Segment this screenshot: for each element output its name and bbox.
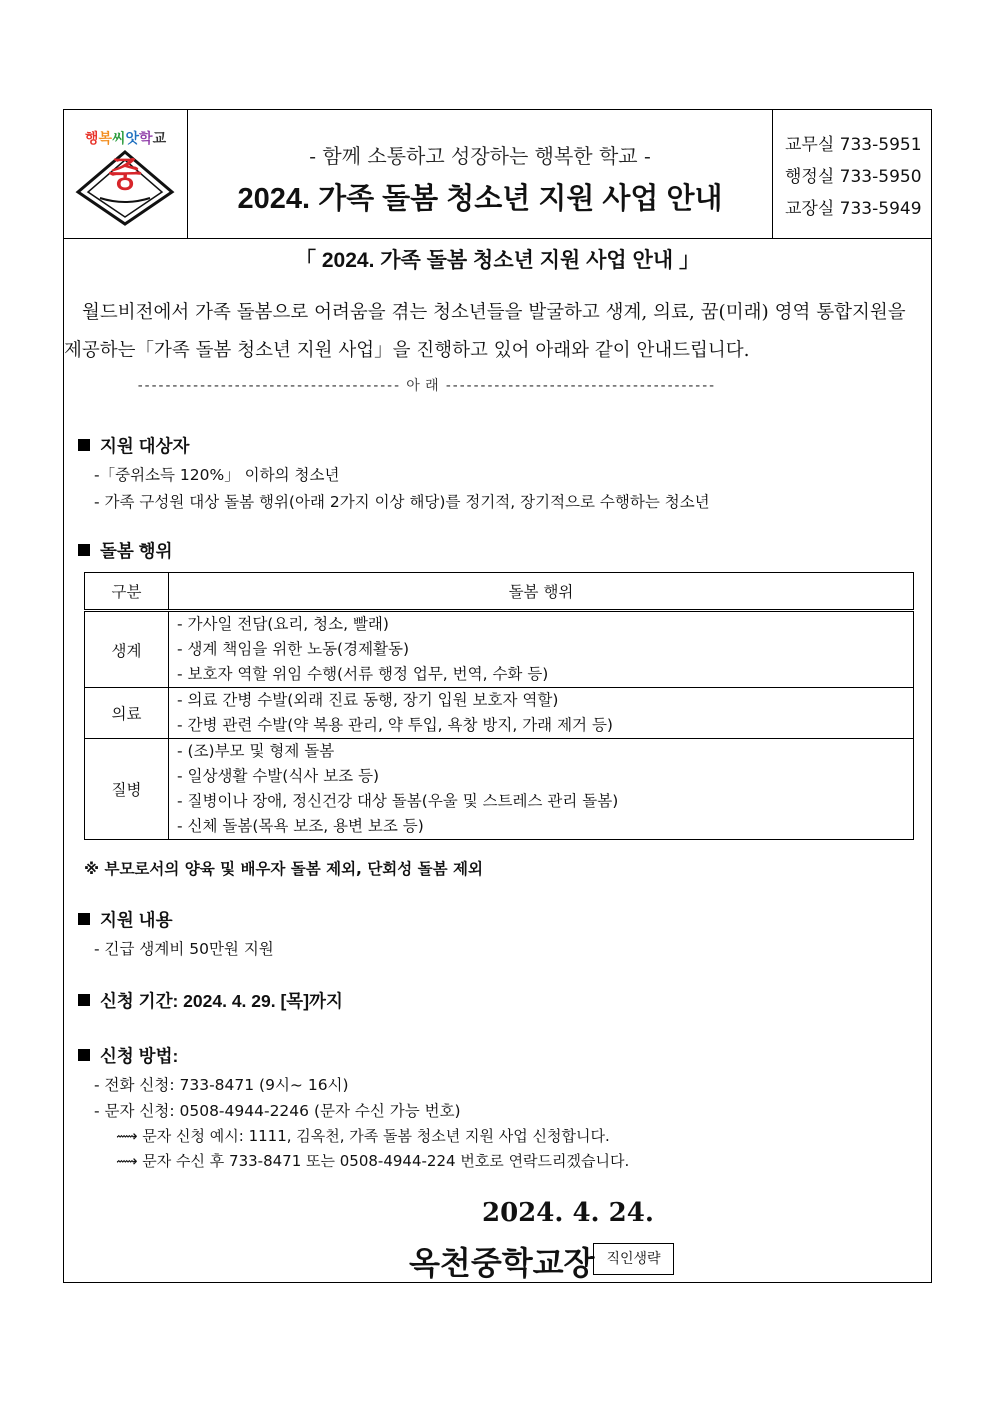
logo-caption-char: 행	[84, 131, 99, 147]
list-item: - 긴급 생계비 50만원 지원	[94, 940, 274, 958]
logo-caption-char: 학	[139, 131, 153, 147]
contact-admin: 행정실 733-5950	[785, 167, 922, 187]
section-heading-period: 신청 기간: 2024. 4. 29. [목]까지	[78, 988, 343, 1013]
list-subitem: ⟿ 문자 신청 예시: 1111, 김옥천, 가족 돌봄 청소년 지원 사업 신청합니다.	[116, 1127, 610, 1145]
logo-caption-char: 교	[152, 131, 167, 147]
care-table	[84, 572, 914, 840]
list-subitem: ⟿ 문자 수신 후 733-8471 또는 0508-4944-224 번호로 연락드리겠습니다.	[116, 1152, 630, 1170]
act-item: - 의료 간병 수발(외래 진료 동행, 장기 입원 보호자 역할)	[177, 691, 559, 709]
table-cell-acts	[169, 739, 914, 840]
table-header-row	[85, 573, 914, 611]
contact-office: 교무실 733-5951	[785, 135, 922, 155]
table-row	[85, 611, 914, 688]
section-heading-care: 돌봄 행위	[78, 538, 172, 563]
section-heading-method: 신청 방법:	[78, 1043, 178, 1068]
logo-caption	[64, 128, 187, 148]
school-slogan: - 함께 소통하고 성장하는 행복한 학교 -	[309, 144, 651, 168]
act-item: - 생계 책임을 위한 노동(경제활동)	[177, 640, 410, 658]
act-item: - 보호자 역할 위임 수행(서류 행정 업무, 번역, 수화 등)	[177, 665, 549, 683]
page-title: 2024. 가족 돌봄 청소년 지원 사업 안내	[237, 183, 723, 215]
table-cell-acts	[169, 688, 914, 739]
table-row	[85, 739, 914, 840]
contact-principal: 교장실 733-5949	[785, 199, 922, 219]
square-bullet-icon	[78, 913, 90, 925]
logo-caption-char: 앗	[125, 131, 140, 147]
square-bullet-icon	[78, 994, 90, 1006]
notice-subtitle: 「 2024. 가족 돌봄 청소년 지원 사업 안내 」	[295, 249, 700, 272]
logo-caption-char: 복	[98, 131, 112, 147]
table-cell-category: 질병	[85, 739, 169, 840]
title-block	[188, 110, 773, 238]
section-heading-support: 지원 내용	[78, 907, 172, 932]
act-item: - (조)부모 및 형제 돌봄	[177, 742, 335, 760]
intro-paragraph	[64, 294, 931, 370]
school-logo	[64, 110, 188, 238]
table-cell-acts	[169, 611, 914, 688]
table-cell-category: 생계	[85, 611, 169, 688]
act-item: - 간병 관련 수발(약 복용 관리, 약 투입, 욕창 방지, 가래 제거 등)	[177, 716, 613, 734]
section-heading-target: 지원 대상자	[78, 433, 189, 458]
table-header: 돌봄 행위	[169, 573, 914, 611]
intro-line: 월드비전에서 가족 돌봄으로 어려움을 겪는 청소년들을 발굴하고 생계, 의료, 꿈(미래) 영역 통합지원을	[82, 302, 906, 323]
document-frame	[63, 109, 932, 1283]
intro-line: 제공하는「가족 돌봄 청소년 지원 사업」을 진행하고 있어 아래와 같이 안내드립니다.	[64, 340, 750, 361]
logo-emblem-text: 중	[108, 155, 142, 195]
square-bullet-icon	[78, 439, 90, 451]
act-item: - 질병이나 장애, 정신건강 대상 돌봄(우울 및 스트레스 관리 돌봄)	[177, 792, 619, 810]
list-item: - 가족 구성원 대상 돌봄 행위(아래 2가지 이상 해당)를 정기적, 장기적으로 수행하는 청소년	[94, 493, 710, 511]
seal-omitted-box: 직인생략	[593, 1243, 674, 1275]
logo-caption-char: 씨	[111, 131, 126, 147]
issue-date: 2024. 4. 24.	[482, 1198, 654, 1228]
list-item: -「중위소득 120%」 이하의 청소년	[94, 466, 340, 484]
exclusion-note: ※ 부모로서의 양육 및 배우자 돌봄 제외, 단회성 돌봄 제외	[84, 860, 483, 878]
list-item: - 문자 신청: 0508-4944-2246 (문자 수신 가능 번호)	[94, 1102, 461, 1120]
square-bullet-icon	[78, 1049, 90, 1061]
contact-block	[773, 110, 931, 238]
table-row	[85, 688, 914, 739]
act-item: - 가사일 전담(요리, 청소, 빨래)	[177, 615, 389, 633]
divider: -------------------------------------- 아 래 ---------------------------------------	[136, 378, 715, 394]
school-emblem-icon	[74, 146, 177, 226]
table-header: 구분	[85, 573, 169, 611]
square-bullet-icon	[78, 544, 90, 556]
act-item: - 일상생활 수발(식사 보조 등)	[177, 767, 380, 785]
issuer-name: 옥천중학교장	[409, 1244, 595, 1282]
list-item: - 전화 신청: 733-8471 (9시~ 16시)	[94, 1076, 349, 1094]
act-item: - 신체 돌봄(목욕 보조, 용변 보조 등)	[177, 817, 424, 835]
header	[64, 110, 931, 239]
table-cell-category: 의료	[85, 688, 169, 739]
